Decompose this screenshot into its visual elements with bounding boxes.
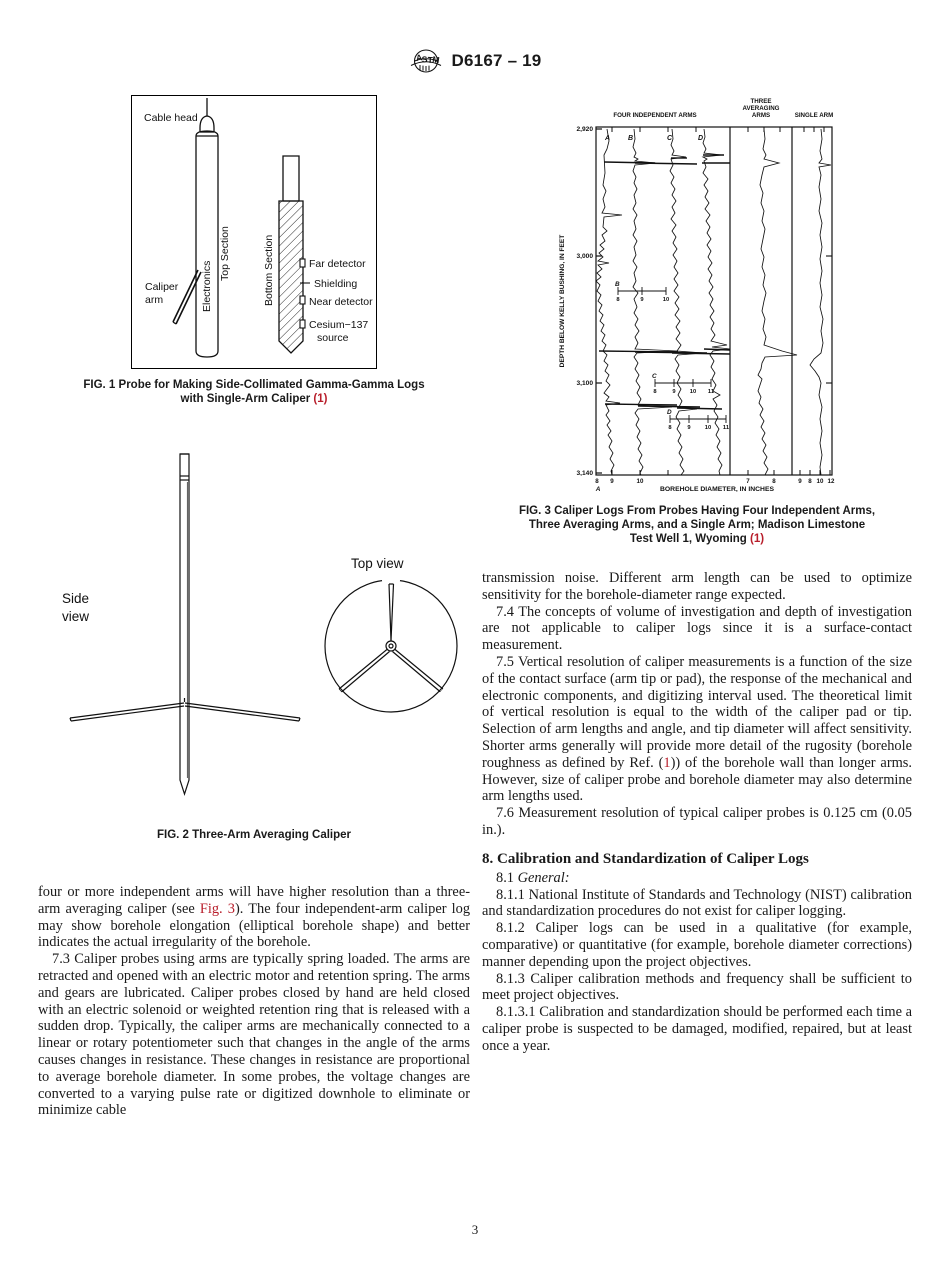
svg-text:9: 9	[640, 297, 644, 303]
fig1-label-electronics: Electronics	[201, 260, 213, 312]
paragraph-7-6: 7.6 Measurement resolution of typical caliper probes is 0.125 cm (0.05 in.).	[482, 805, 912, 838]
fig3-curve-c	[670, 129, 704, 475]
svg-text:B: B	[615, 281, 620, 288]
fig3-curve-label-a: A	[605, 135, 611, 142]
svg-text:8: 8	[616, 297, 620, 303]
fig1-caption-line1: FIG. 1 Probe for Making Side-Collimated Gamma-Gamma Logs	[83, 379, 425, 391]
paragraph-8-1	[482, 870, 912, 887]
p75-part-b: )) of the borehole wall than longer arms. However, size of caliper probe and borehole diameter may also determine arm lengths used.	[482, 754, 912, 805]
fig1-label-caliper-arm-1: Caliper	[145, 281, 179, 293]
svg-text:10: 10	[816, 478, 824, 485]
p75-part-a: 7.5 Vertical resolution of caliper measurements is a function of the size of the contact surface (arm tip or pad), the response of the mechanical and electronic components, and digitizing interval used. The theoretical limit of vertical resolution is equal to the width of the caliper pad or tip. Selection of arm lengths and angle, and tip diameter will affect sensitivity. Shorter arms generally will provide more detail of the rugosity (borehole roughness as defined by Ref. (	[482, 653, 912, 771]
fig1-label-source-1: Cesium−137	[309, 319, 369, 331]
fig3-bottom-curve-label-a: A	[595, 486, 601, 493]
fig3-curve-label-b: B	[628, 135, 634, 142]
fig1-label-near-detector: Near detector	[309, 296, 373, 308]
left-column	[38, 95, 470, 1119]
fig1-caption-reference[interactable]: (1)	[313, 393, 328, 405]
fig3-header-three-1: THREE	[750, 98, 772, 105]
fig3-y-axis-title: DEPTH BELOW KELLY BUSHING, IN FEET	[559, 234, 566, 368]
fig3-ytick-3100: 3,100	[576, 380, 593, 387]
fig3-curve-three-averaging	[758, 129, 797, 475]
fig1-label-bottom-section: Bottom Section	[263, 234, 275, 306]
svg-text:10: 10	[689, 389, 697, 395]
paragraph-8-1-3-1: 8.1.3.1 Calibration and standardization should be performed each time a caliper probe is suspected to be damaged, modified, repaired, but at least once a year.	[482, 1004, 912, 1054]
svg-text:7: 7	[746, 478, 750, 485]
fig2-label-side-view-1: Side	[62, 591, 90, 606]
figure-2-caption	[38, 828, 470, 842]
fig3-ytick-2920: 2,920	[576, 126, 593, 133]
paragraph-7-2-cont	[38, 884, 470, 951]
fig1-label-far-detector: Far detector	[309, 258, 366, 270]
fig3-header-single-arm: SINGLE ARM	[794, 112, 834, 119]
fig2-label-side-view-2: view	[62, 609, 90, 624]
figure-3	[552, 95, 842, 495]
fig1-label-source-2: source	[317, 332, 349, 344]
fig3-caption-line1: FIG. 3 Caliper Logs From Probes Having Four Independent Arms,	[518, 505, 876, 517]
fig3-curve-label-c: C	[667, 135, 673, 142]
svg-text:10: 10	[662, 297, 670, 303]
svg-text:11: 11	[722, 425, 730, 431]
svg-text:T: T	[426, 54, 433, 66]
fig2-caption-text: FIG. 2 Three-Arm Averaging Caliper	[156, 829, 352, 841]
svg-text:M: M	[431, 54, 440, 66]
svg-text:12: 12	[827, 478, 835, 485]
fig1-label-cable-head: Cable head	[144, 112, 198, 124]
p81-number: 8.1	[496, 869, 518, 886]
astm-logo-icon	[409, 48, 443, 74]
fig3-inline-scale-c	[655, 379, 711, 387]
p81-general-label: General:	[517, 869, 570, 886]
svg-text:A: A	[414, 52, 423, 63]
svg-text:S: S	[420, 54, 428, 65]
svg-text:11: 11	[707, 389, 715, 395]
svg-text:9: 9	[672, 389, 676, 395]
svg-text:8: 8	[772, 478, 776, 485]
fig3-ytick-3140: 3,140	[576, 470, 593, 477]
paragraph-7-3-cont: transmission noise. Different arm length can be used to optimize sensitivity for the borehole-diameter range expected.	[482, 570, 912, 603]
fig1-label-caliper-arm-2: arm	[145, 294, 164, 306]
running-head	[0, 48, 950, 74]
paragraph-7-5	[482, 654, 912, 805]
svg-text:C: C	[652, 373, 657, 380]
figure-2	[38, 436, 470, 826]
fig3-caption-line3: Test Well 1, Wyoming	[629, 533, 747, 545]
svg-text:9: 9	[687, 425, 691, 431]
fig3-curve-d	[703, 129, 730, 475]
svg-text:10: 10	[704, 425, 712, 431]
p1-part-b: ). The four independent-arm caliper log may show borehole elongation (elliptical borehole shape) and better indicates the actual irregularity of the borehole.	[38, 900, 471, 951]
section-8-heading: 8. Calibration and Standardization of Caliper Logs	[482, 850, 809, 867]
svg-text:8: 8	[653, 389, 657, 395]
figure-3-link[interactable]: Fig. 3	[199, 900, 235, 917]
paragraph-8-1-2: 8.1.2 Caliper logs can be used in a qualitative (for example, comparative) or quantitative (for example, borehole diameter corrections) manner depending upon the project objectives.	[482, 920, 912, 970]
reference-1-link[interactable]: 1	[663, 754, 671, 771]
svg-text:8: 8	[808, 478, 812, 485]
paragraph-8-1-1: 8.1.1 National Institute of Standards and Technology (NIST) calibration and standardization procedures do not exist for caliper logging.	[482, 886, 912, 920]
paragraph-8-1-3: 8.1.3 Caliper calibration methods and frequency shall be sufficient to meet project objectives.	[482, 970, 912, 1004]
svg-text:8: 8	[595, 478, 599, 485]
paragraph-7-3: 7.3 Caliper probes using arms are typically spring loaded. The arms are retracted and opened with an electric motor and retention spring. The arms and gears are lubricated. Caliper probes closed by hand are held closed with an electric solenoid or weighted retention ring that is released with a sudden drop. Typically, the caliper arms are mechanically connected to a linear or rotary potentiometer such that changes in the angle of the arms causes changes in resistance. These changes in resistance are proportional to average borehole diameter. In some probes, the voltage changes are converted to a varying pulse rate or digitized downhole to eliminate or minimize cable	[38, 951, 470, 1119]
fig3-curve-single-arm	[810, 129, 831, 475]
svg-text:9: 9	[798, 478, 802, 485]
page-number: 3	[471, 1222, 479, 1237]
document-id: D6167 – 19	[451, 51, 542, 70]
left-column-text	[38, 884, 470, 1119]
fig3-curve-label-d: D	[698, 135, 704, 142]
paragraph-7-4: 7.4 The concepts of volume of investigation and depth of investigation are not applicable to caliper logs since it is a surface-contact measurement.	[482, 603, 912, 654]
figure-1	[131, 95, 377, 369]
figure-3-caption	[482, 504, 912, 546]
svg-text:D: D	[667, 409, 672, 416]
fig3-caption-reference[interactable]: (1)	[750, 533, 765, 545]
svg-text:10: 10	[636, 478, 644, 485]
fig3-inline-scale-b	[618, 287, 666, 295]
fig1-caption-line2: with Single-Arm Caliper	[180, 393, 311, 405]
fig3-caption-line2: Three Averaging Arms, and a Single Arm; Madison Limestone	[528, 519, 866, 531]
fig3-header-three-3: ARMS	[751, 112, 771, 119]
svg-text:8: 8	[668, 425, 672, 431]
fig1-label-top-section: Top Section	[219, 226, 231, 281]
fig3-header-four-arms: FOUR INDEPENDENT ARMS	[613, 112, 697, 119]
p1-part-a: four or more independent arms will have higher resolution than a three-arm averaging caliper (see	[38, 884, 470, 917]
svg-text:9: 9	[610, 478, 614, 485]
fig3-ytick-3000: 3,000	[576, 253, 593, 260]
figure-1-caption	[38, 378, 470, 406]
fig2-label-top-view: Top view	[351, 556, 404, 571]
fig3-x-axis-title: BOREHOLE DIAMETER, IN INCHES	[659, 486, 775, 493]
right-column	[482, 95, 912, 1055]
fig3-header-three-2: AVERAGING	[742, 105, 780, 112]
right-column-text	[482, 570, 912, 1055]
fig1-label-shielding: Shielding	[314, 278, 358, 290]
